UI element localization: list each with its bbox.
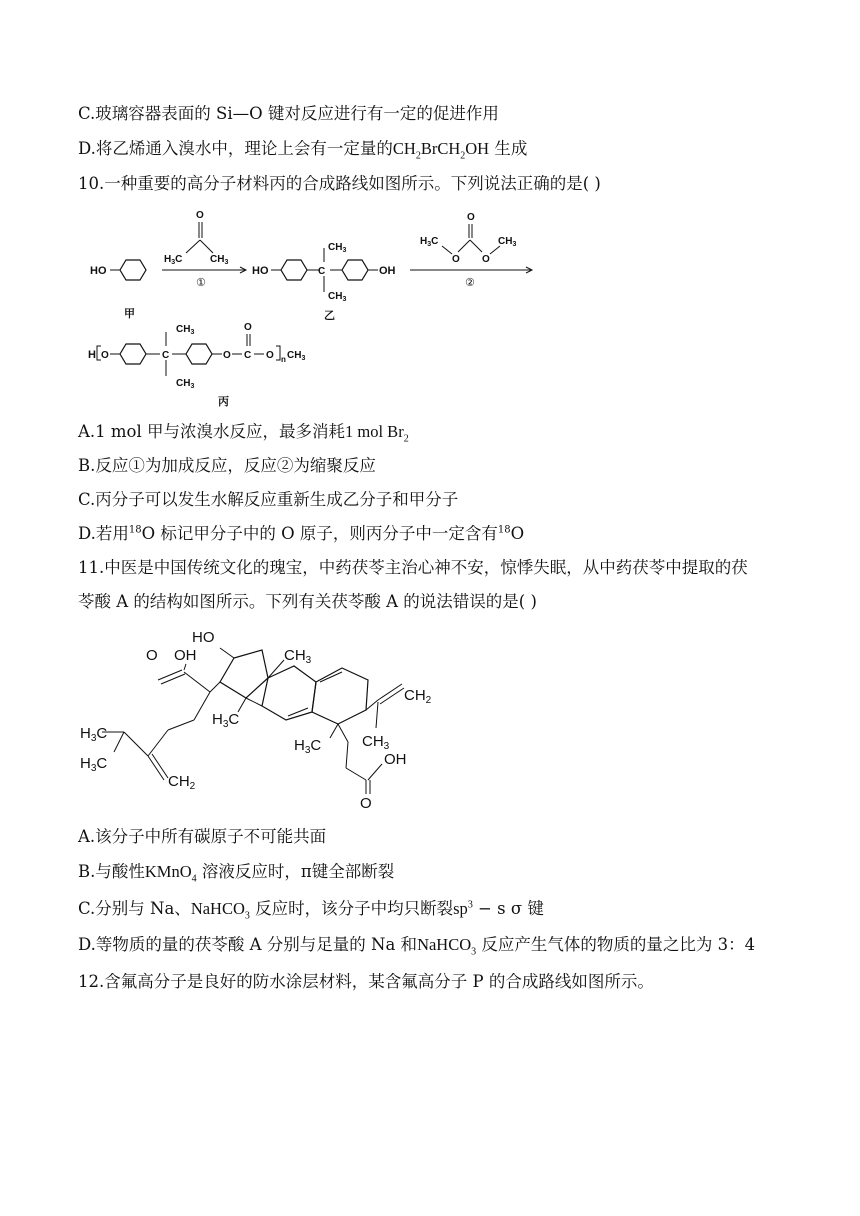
q11-option-a: A.该分子中所有碳原子不可能共面 xyxy=(78,827,327,846)
bing-o-carbonyl: O xyxy=(244,322,252,333)
dmc-o-right: O xyxy=(482,254,490,265)
q11c-sp3: $sp^3$ xyxy=(453,899,473,918)
jia-label: 甲 xyxy=(124,308,135,320)
acetone-o: O xyxy=(196,210,204,221)
bing-end-ch3: $CH_3$ xyxy=(287,350,306,362)
dmc-o-left: O xyxy=(452,254,460,265)
bing-ring-2 xyxy=(186,344,212,364)
bing-label: 丙 xyxy=(218,396,229,408)
ring-b xyxy=(312,668,368,724)
ring-d xyxy=(220,650,268,698)
bing-ring-1 xyxy=(120,344,146,364)
q11d-formula: NaHCO$_3$ xyxy=(417,935,477,958)
q9d-text: D.将乙烯通入溴水中，理论上会有一定量的 xyxy=(78,139,393,158)
bing-c-carbonyl: C xyxy=(244,350,252,361)
isoprop-ch3: $CH_3$ xyxy=(362,733,390,752)
q11-stem-line2: 苓酸 A 的结构如图所示。下列有关茯苓酸 A 的说法错误的是( ) xyxy=(78,592,537,611)
poria-acid-structure xyxy=(76,620,446,815)
acid2-oh-label: OH xyxy=(384,751,407,768)
q9-option-d xyxy=(78,138,527,160)
chain-3 xyxy=(148,730,168,756)
ring-b-h3c: $H_3C$ xyxy=(294,737,322,756)
bing-n: n xyxy=(281,355,286,364)
q9d-formula: $CH_2BrCH_2OH$ xyxy=(392,139,490,162)
chain-ch2: $CH_2$ xyxy=(168,773,196,792)
q10-option-c: C.丙分子可以发生水解反应重新生成乙分子和甲分子 xyxy=(78,490,459,509)
ring-ho-label: HO xyxy=(192,629,215,646)
chain-4 xyxy=(124,732,148,756)
yi-ch3-down: $CH_3$ xyxy=(328,291,347,303)
acid1-oh-label: OH xyxy=(174,647,197,664)
acid2-c-oh xyxy=(368,764,382,780)
q10a-formula: 1 mol $Br_2$ xyxy=(345,422,409,445)
dmc-ome-left-bond xyxy=(442,246,452,254)
ring-d-chain xyxy=(210,682,220,692)
bing-h: H xyxy=(88,349,96,361)
bing-ch3-down: $CH_3$ xyxy=(176,378,195,390)
acid1-o-label: O xyxy=(146,647,158,664)
q11-option-b: B.与酸性KMnO$_4$ 溶液反应时，π键全部断裂 xyxy=(78,862,395,885)
acetone-ch3: $CH_3$ xyxy=(210,254,229,266)
ring-cd-bond xyxy=(246,698,262,706)
jia-ring xyxy=(120,260,146,280)
ring-c18-ch3: $CH_3$ xyxy=(284,647,312,666)
chain-6 xyxy=(114,732,124,752)
isoprop-me xyxy=(376,702,378,728)
acid2-chain-1 xyxy=(338,724,348,742)
ring-c xyxy=(262,666,316,720)
chain-h3c-1: $H_3C$ xyxy=(80,725,108,744)
dmc-o-top: O xyxy=(467,212,475,223)
ring-c-ene xyxy=(288,708,308,716)
bing-o-1: O xyxy=(101,350,109,361)
q9d-post: 生成 xyxy=(489,139,528,158)
q11b-formula: KMnO$_4$ xyxy=(144,862,197,885)
acid1-c-o2 xyxy=(161,674,185,684)
bing-o-3: O xyxy=(266,350,274,361)
yi-oh-label: OH xyxy=(379,265,396,277)
dmc-left-bond xyxy=(458,240,470,252)
ring-ho-bond xyxy=(220,648,234,658)
acid2-chain-2 xyxy=(346,742,348,768)
q11-option-d: D.等物质的量的茯苓酸 A 分别与足量的 Na 和NaHCO$_3$ 反应产生气体的物质的量之比为 3：4 xyxy=(78,935,756,958)
q10-stem: 10.一种重要的高分子材料丙的合成路线如图所示。下列说法正确的是( ) xyxy=(78,174,601,193)
synthesis-scheme xyxy=(80,200,550,412)
acetone-left-bond xyxy=(186,240,200,253)
acid2-o-label: O xyxy=(360,795,372,812)
bing-ch3-up: $CH_3$ xyxy=(176,324,195,336)
q11c-formula: NaHCO$_3$ xyxy=(190,899,250,922)
step-2: ② xyxy=(465,277,475,289)
ring-c14-me xyxy=(238,698,246,712)
yi-ho-label: HO xyxy=(252,265,269,277)
q11-stem-line1: 11.中医是中国传统文化的瑰宝，中药茯苓主治心神不安，惊悸失眠，从中药茯苓中提取的茯 xyxy=(78,558,748,577)
ring-c13-me xyxy=(268,660,284,678)
q10-option-b: B.反应①为加成反应，反应②为缩聚反应 xyxy=(78,456,376,475)
chain-h3c-2: $H_3C$ xyxy=(80,755,108,774)
yi-label: 乙 xyxy=(324,310,335,322)
q9-option-c: C.玻璃容器表面的 Si—O 键对反应进行有一定的促进作用 xyxy=(78,104,499,123)
chain-2 xyxy=(168,720,194,730)
acid1-c-ca xyxy=(184,672,210,692)
yi-center-c: C xyxy=(318,266,326,277)
q11-option-c: C.分别与 Na、NaHCO$_3$ 反应时，该分子中均只断裂$sp^3 - s$ σ 键 xyxy=(78,899,544,922)
dmc-h3c: $H_3C$ xyxy=(420,236,439,248)
dmc-ome-right-bond xyxy=(490,246,500,254)
yi-ring-1 xyxy=(281,260,307,280)
bing-center-c: C xyxy=(162,350,170,361)
ring-c14-h3c: $H_3C$ xyxy=(212,711,240,730)
ring-b-me xyxy=(330,724,338,738)
yi-ch3-up: $CH_3$ xyxy=(328,242,347,254)
bing-bracket-right xyxy=(276,346,280,360)
acetone-h3c: $H_3C$ xyxy=(164,254,183,266)
dmc-ch3: $CH_3$ xyxy=(498,236,517,248)
jia-ho-label: HO xyxy=(90,265,107,277)
q10-option-a: A.1 mol 甲与浓溴水反应，最多消耗1 mol $Br_2$ xyxy=(78,422,409,445)
dmc-right-bond xyxy=(470,240,482,252)
q12-stem: 12.含氟高分子是良好的防水涂层材料，某含氟高分子 P 的合成路线如图所示。 xyxy=(78,972,654,991)
bing-o-2: O xyxy=(223,350,231,361)
acid1-c-o xyxy=(158,670,182,680)
acid1-c-oh xyxy=(184,664,186,670)
step-1: ① xyxy=(196,277,206,289)
isoprop-bond xyxy=(366,700,378,710)
acetone-right-bond xyxy=(200,240,213,253)
acid2-chain-3 xyxy=(346,768,366,780)
isoprop-ch2: $CH_2$ xyxy=(404,687,432,706)
chain-1 xyxy=(194,692,210,720)
q10-option-d: D.若用$^{18}$O 标记甲分子中的 O 原子，则丙分子中一定含有$^{18}$O xyxy=(78,524,525,543)
yi-ring-2 xyxy=(342,260,368,280)
